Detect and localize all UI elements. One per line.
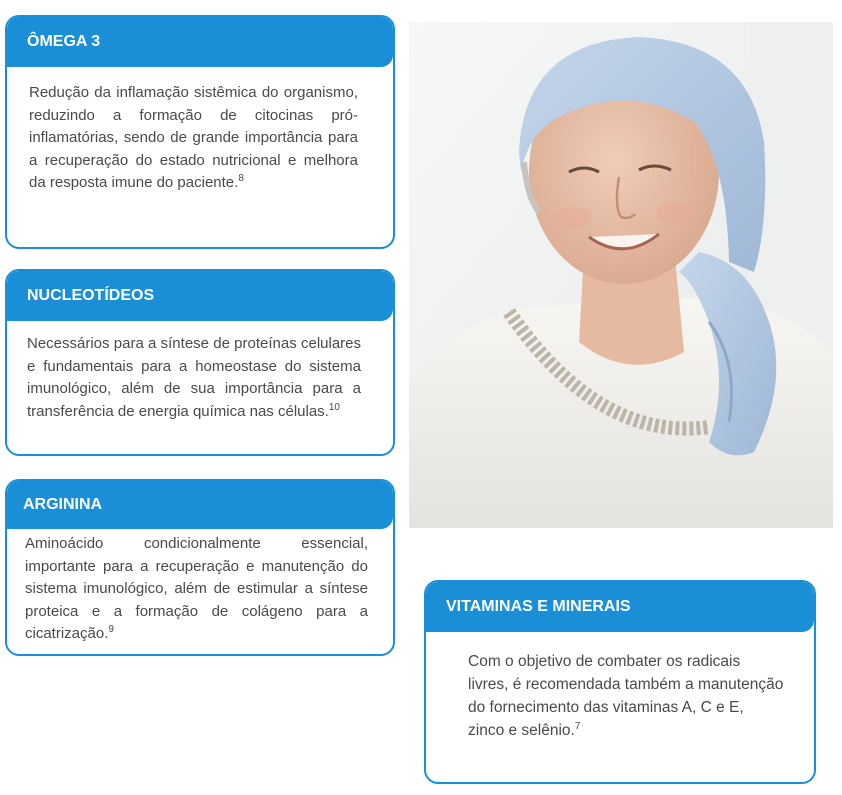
arginina-card bbox=[5, 479, 395, 656]
nucleotideos-description: Necessários para a síntese de proteínas celulares e fundamentais para a homeostase do sistema imunológico, além de sua importância para a transferência de energia química nas células. bbox=[27, 335, 361, 420]
omega3-card-title: ÔMEGA 3 bbox=[7, 17, 393, 67]
vitaminas-description: Com o objetivo de combater os radicais livres, é recomendada também a manutenção do fornecimento das vitaminas A, C e E, zinco e selênio. bbox=[468, 653, 784, 739]
arginina-card-title: ARGININA bbox=[7, 481, 393, 529]
vitaminas-card-title: VITAMINAS E MINERAIS bbox=[426, 582, 814, 632]
arginina-description: Aminoácido condicionalmente essencial, importante para a recuperação e manutenção do sistema imunológico, além de estimular a síntese proteica e a formação de colágeno para a cicatrização. bbox=[25, 535, 368, 642]
arginina-reference: 9 bbox=[108, 624, 114, 635]
omega3-card bbox=[5, 15, 395, 249]
vitaminas-card-text bbox=[426, 632, 814, 742]
vitaminas-reference: 7 bbox=[574, 720, 581, 732]
nucleotideos-card-title: NUCLEOTÍDEOS bbox=[7, 271, 393, 321]
vitaminas-card bbox=[424, 580, 816, 784]
nucleotideos-card-text bbox=[7, 321, 393, 423]
patient-photo-illustration bbox=[409, 22, 833, 528]
omega3-reference: 8 bbox=[238, 173, 244, 184]
patient-photo bbox=[409, 22, 833, 528]
arginina-card-text bbox=[7, 529, 393, 646]
omega3-card-text bbox=[7, 67, 393, 195]
nucleotideos-reference: 10 bbox=[328, 401, 340, 413]
nucleotideos-card bbox=[5, 269, 395, 456]
omega3-description: Redução da inflamação sistêmica do organismo, reduzindo a formação de citocinas pró-inflamatórias, sendo de grande importância para a recuperação do estado nutricional e melhora da resposta imune do paciente. bbox=[29, 84, 358, 191]
